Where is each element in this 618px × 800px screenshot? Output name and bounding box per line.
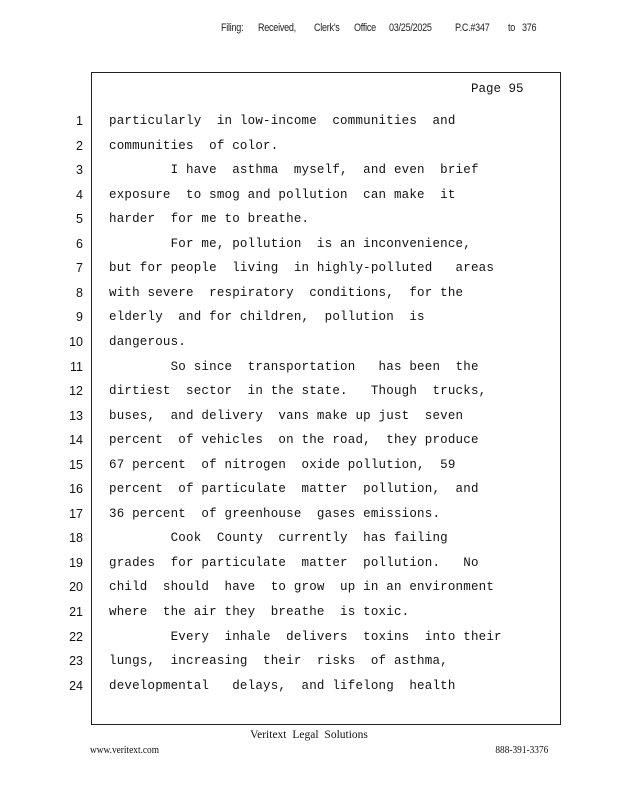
filing-header [0,22,618,38]
line-text: I have asthma myself, and even brief [109,163,479,177]
line-text: communities of color. [109,139,279,153]
line-text: dangerous. [109,335,187,349]
header-to: to [508,22,516,34]
page-number: Page 95 [471,82,524,96]
line-number: 4 [76,188,83,202]
line-number: 9 [76,310,83,324]
line-number: 13 [69,409,83,423]
line-text: So since transportation has been the [109,360,479,374]
line-text: exposure to smog and pollution can make it [109,188,456,202]
line-text: child should have to grow up in an environment [109,580,495,594]
line-text: where the air they breathe is toxic. [109,605,410,619]
line-number: 24 [69,679,83,693]
line-number: 11 [70,360,83,374]
header-clerks: Clerk's [314,22,340,34]
header-office: Office [354,22,376,34]
line-text: For me, pollution is an inconvenience, [109,237,471,251]
line-number: 12 [69,384,83,398]
line-text: dirtiest sector in the state. Though trucks, [109,384,487,398]
line-number: 2 [76,139,83,153]
line-text: with severe respiratory conditions, for the [109,286,464,300]
header-date: 03/25/2025 [389,22,432,34]
line-text: 36 percent of greenhouse gases emissions. [109,507,441,521]
line-text: lungs, increasing their risks of asthma, [109,654,448,668]
line-number: 21 [69,605,83,619]
line-text: Cook County currently has failing [109,531,448,545]
line-number: 15 [69,458,83,472]
line-text: developmental delays, and lifelong health [109,679,456,693]
line-number: 5 [76,212,83,226]
line-number: 6 [76,237,83,251]
header-pc-number: P.C.#347 [455,22,490,34]
line-text: percent of particulate matter pollution, and [109,482,479,496]
line-number: 14 [69,433,83,447]
line-number: 10 [69,335,83,349]
line-number: 19 [69,556,83,570]
line-number: 3 [76,163,83,177]
line-number: 8 [76,286,83,300]
line-number: 17 [69,507,83,521]
line-text: but for people living in highly-polluted areas [109,261,495,275]
footer-company: Veritext Legal Solutions [250,729,368,741]
line-number: 23 [69,654,83,668]
line-text: buses, and delivery vans make up just seven [109,409,464,423]
footer-website: www.veritext.com [90,744,159,756]
header-total-pages: 376 [522,22,537,34]
line-text: percent of vehicles on the road, they produce [109,433,479,447]
footer-phone: 888-391-3376 [495,744,548,756]
line-text: particularly in low-income communities and [109,114,456,128]
header-filing: Filing: [221,22,244,34]
line-number: 7 [76,261,83,275]
header-received: Received, [258,22,296,34]
line-number: 16 [69,482,83,496]
line-number: 22 [69,630,83,644]
line-number: 18 [69,531,83,545]
line-text: grades for particulate matter pollution. No [109,556,479,570]
line-number: 1 [76,114,83,128]
line-number: 20 [69,580,83,594]
line-text: Every inhale delivers toxins into their [109,630,502,644]
line-text: elderly and for children, pollution is [109,310,425,324]
line-text: 67 percent of nitrogen oxide pollution, 59 [109,458,456,472]
line-text: harder for me to breathe. [109,212,310,226]
